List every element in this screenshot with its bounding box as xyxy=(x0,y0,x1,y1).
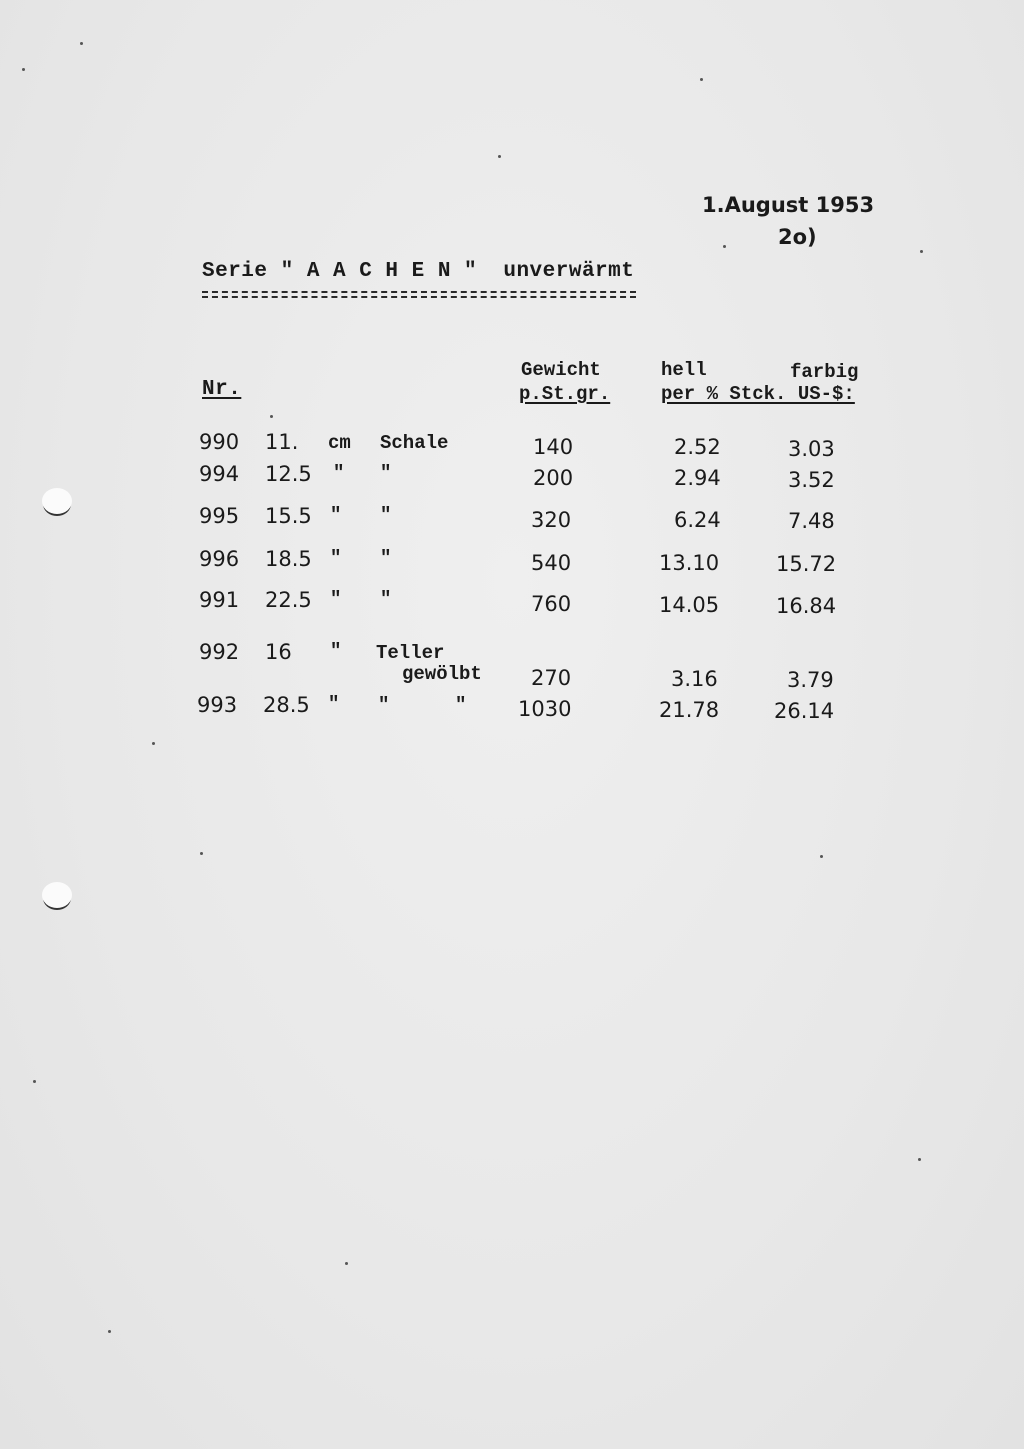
cell-desc: " xyxy=(378,694,390,716)
speck xyxy=(270,415,273,418)
cell-weight: 200 xyxy=(533,466,574,490)
speck xyxy=(723,245,726,248)
cell-desc: " xyxy=(380,547,392,569)
cell-weight: 270 xyxy=(531,666,572,690)
cell-size: 12.5 xyxy=(265,462,312,486)
punch-hole-top xyxy=(42,488,72,514)
speck xyxy=(918,1158,921,1161)
cell-unit: cm xyxy=(328,432,351,454)
cell-farbig: 26.14 xyxy=(774,699,835,723)
speck xyxy=(498,155,501,158)
speck xyxy=(22,68,25,71)
cell-nr: 995 xyxy=(199,504,240,528)
page-number: 2o) xyxy=(778,225,817,249)
cell-size: 11. xyxy=(265,430,299,454)
cell-nr: 996 xyxy=(199,547,240,571)
column-header-nr: Nr. xyxy=(202,378,242,401)
cell-unit: " xyxy=(333,462,345,484)
cell-desc-ditto: " xyxy=(455,694,467,716)
speck xyxy=(80,42,83,45)
cell-unit: " xyxy=(330,640,342,662)
speck xyxy=(700,78,703,81)
speck xyxy=(200,852,203,855)
cell-unit: " xyxy=(330,588,342,610)
document-title: Serie " A A C H E N " unverwärmt xyxy=(202,260,635,283)
cell-size: 18.5 xyxy=(265,547,312,571)
speck xyxy=(33,1080,36,1083)
speck xyxy=(920,250,923,253)
cell-hell: 21.78 xyxy=(659,698,720,722)
cell-desc: " xyxy=(380,588,392,610)
cell-nr: 991 xyxy=(199,588,240,612)
cell-hell: 13.10 xyxy=(659,551,720,575)
punch-hole-bottom xyxy=(42,882,72,908)
cell-desc-line2: gewölbt xyxy=(402,663,482,685)
cell-farbig: 7.48 xyxy=(788,509,835,533)
cell-farbig: 15.72 xyxy=(776,552,837,576)
column-header-weight-line1: Gewicht xyxy=(521,359,601,381)
column-header-price-unit: per % Stck. US-$: xyxy=(661,383,855,405)
cell-weight: 540 xyxy=(531,551,572,575)
cell-nr: 994 xyxy=(199,462,240,486)
cell-weight: 320 xyxy=(531,508,572,532)
cell-farbig: 3.03 xyxy=(788,437,835,461)
cell-hell: 6.24 xyxy=(674,508,721,532)
speck xyxy=(820,855,823,858)
cell-size: 22.5 xyxy=(265,588,312,612)
column-header-farbig: farbig xyxy=(790,361,859,383)
cell-desc: " xyxy=(380,462,392,484)
title-double-underline xyxy=(202,291,636,298)
cell-desc: Schale xyxy=(380,432,449,454)
cell-nr: 990 xyxy=(199,430,240,454)
speck xyxy=(345,1262,348,1265)
cell-unit: " xyxy=(330,504,342,526)
cell-desc: " xyxy=(380,504,392,526)
cell-weight: 140 xyxy=(533,435,574,459)
column-header-weight-line2: p.St.gr. xyxy=(519,383,611,405)
cell-weight: 760 xyxy=(531,592,572,616)
cell-size: 15.5 xyxy=(265,504,312,528)
cell-desc: Teller xyxy=(376,642,445,664)
cell-farbig: 16.84 xyxy=(776,594,837,618)
cell-farbig: 3.79 xyxy=(787,668,834,692)
column-header-hell: hell xyxy=(661,359,707,381)
cell-hell: 2.94 xyxy=(674,466,721,490)
speck xyxy=(108,1330,111,1333)
cell-nr: 993 xyxy=(197,693,238,717)
cell-unit: " xyxy=(328,693,340,715)
cell-unit: " xyxy=(330,547,342,569)
cell-farbig: 3.52 xyxy=(788,468,835,492)
cell-weight: 1030 xyxy=(518,697,572,721)
document-date: 1.August 1953 xyxy=(702,193,875,217)
cell-hell: 3.16 xyxy=(671,667,718,691)
cell-hell: 14.05 xyxy=(659,593,720,617)
cell-size: 16 xyxy=(265,640,292,664)
cell-nr: 992 xyxy=(199,640,240,664)
cell-hell: 2.52 xyxy=(674,435,721,459)
cell-size: 28.5 xyxy=(263,693,310,717)
speck xyxy=(152,742,155,745)
